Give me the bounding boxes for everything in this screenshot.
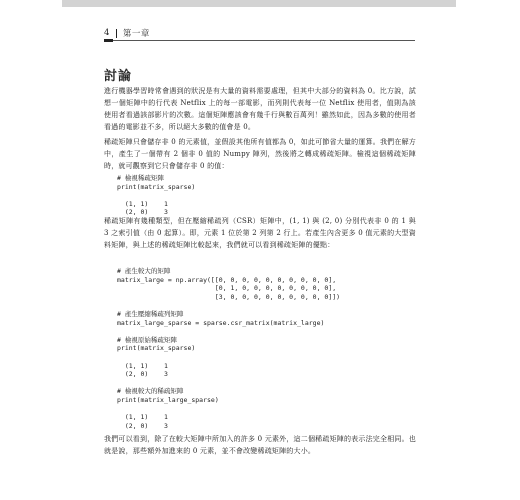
paragraph-4: 我們可以看到，除了在較大矩陣中所加入的許多 0 元素外，這二個稀疏矩陣的表示法完全相同。也就是說，那些額外加進來的 0 元素，並不會改變稀疏矩陣的大小。	[104, 435, 416, 455]
paragraph-2: 稀疏矩陣只會儲存非 0 的元素值，並假設其他所有值都為 0，如此可節省大量的運算。我們在解方中，產生了一個帶有 2 個非 0 值的 Numpy 陣列，然後將之轉成稀疏矩陣。檢視這個稀疏矩陣時，就可觀察到它只會儲存非 0 的值：	[104, 138, 416, 170]
header-rule-mark	[104, 39, 113, 42]
top-gray-bar	[62, 0, 456, 7]
header-separator	[116, 29, 117, 38]
page-number: 4	[104, 28, 110, 38]
chapter-title: 第一章	[122, 29, 150, 39]
code-block-1: # 檢視稀疏矩陣 print(matrix_sparse) (1, 1) 1 (2, 0) 3	[117, 174, 196, 217]
running-header	[104, 27, 150, 39]
paragraph-3: 稀疏矩陣有幾種類型，但在壓縮稀疏列（CSR）矩陣中，(1, 1) 與 (2, 0) 分別代表非 0 的 1 與 3 之索引值（由 0 起算）。即，元素 1 位於第 2 列第 2 行上。若產生內含更多 0 值元素的大型資料矩陣，與上述的稀疏矩陣比較起來，我們就可以看到稀疏矩陣的優點：	[104, 217, 416, 249]
paragraph-1: 進行機器學習時常會遇到的狀況是有大量的資料需要處理，但其中大部分的資料為 0。比方說，試想一個矩陣中的行代表 Netflix 上的每一部電影，而列則代表每一位 Netflix 使用者，值則為該使用者看過該部影片的次數。這個矩陣應該會有幾千行與數百萬列！雖然如此，因為多數的使用者看過的電影並不多，所以絕大多數的值會是 0。	[104, 87, 416, 131]
section-title: 討論	[104, 69, 133, 84]
header-rule	[104, 40, 415, 41]
code-block-2: # 產生較大的矩陣 matrix_large = np.array([[0, 0, 0, 0, 0, 0, 0, 0, 0, 0], [0, 1, 0, 0, 0, 0, 0, 0, 0, 0], [3, 0, 0, 0, 0, 0, 0, 0, 0, 0]]) # 產生壓縮稀疏列矩陣 matrix_large_sparse = sparse.csr_matrix(matrix_large) # 檢視原始稀疏矩陣 print(matrix_sparse) (1, 1) 1 (2, 0) 3 # 檢視較大的稀疏矩陣 print(matrix_large_sparse) (1, 1) 1 (2, 0) 3	[117, 267, 341, 430]
